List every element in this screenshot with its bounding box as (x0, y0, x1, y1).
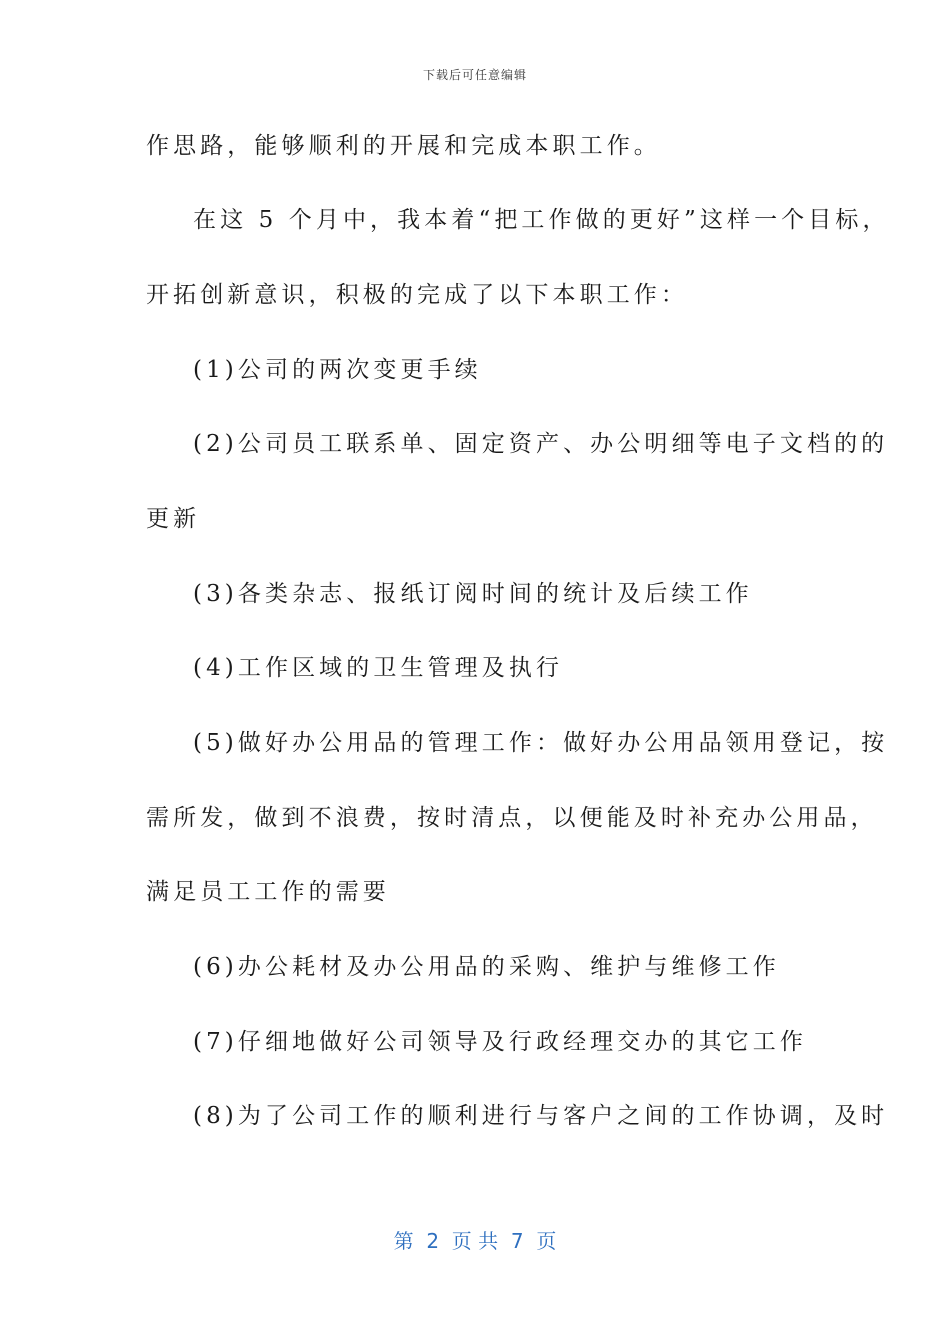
list-item-6: (6)办公耗材及办公用品的采购、维护与维修工作 (193, 954, 780, 980)
list-item-5-continued-2: 满足员工工作的需要 (146, 879, 390, 905)
list-item-2-continued: 更新 (146, 506, 201, 532)
list-item-8: (8)为了公司工作的顺利进行与客户之间的工作协调，及时 (193, 1103, 889, 1129)
list-item-1: (1)公司的两次变更手续 (193, 357, 482, 383)
list-item-5-continued-1: 需所发，做到不浪费，按时清点，以便能及时补充办公用品， (146, 805, 878, 831)
list-item-3: (3)各类杂志、报纸订阅时间的统计及后续工作 (193, 581, 753, 607)
list-item-2: (2)公司员工联系单、固定资产、办公明细等电子文档的的 (193, 431, 889, 457)
list-item-4: (4)工作区域的卫生管理及执行 (193, 655, 564, 681)
header-note: 下载后可任意编辑 (422, 68, 527, 82)
body-line-3: 开拓创新意识，积极的完成了以下本职工作： (146, 282, 688, 308)
list-item-7: (7)仔细地做好公司领导及行政经理交办的其它工作 (193, 1029, 807, 1055)
page-number: 第 2 页 共 7 页 (393, 1229, 557, 1253)
body-line-2: 在这 5 个月中，我本着“把工作做的更好”这样一个目标， (193, 207, 890, 233)
list-item-5: (5)做好办公用品的管理工作：做好办公用品领用登记，按 (193, 730, 889, 756)
body-line-1: 作思路，能够顺利的开展和完成本职工作。 (146, 133, 661, 159)
